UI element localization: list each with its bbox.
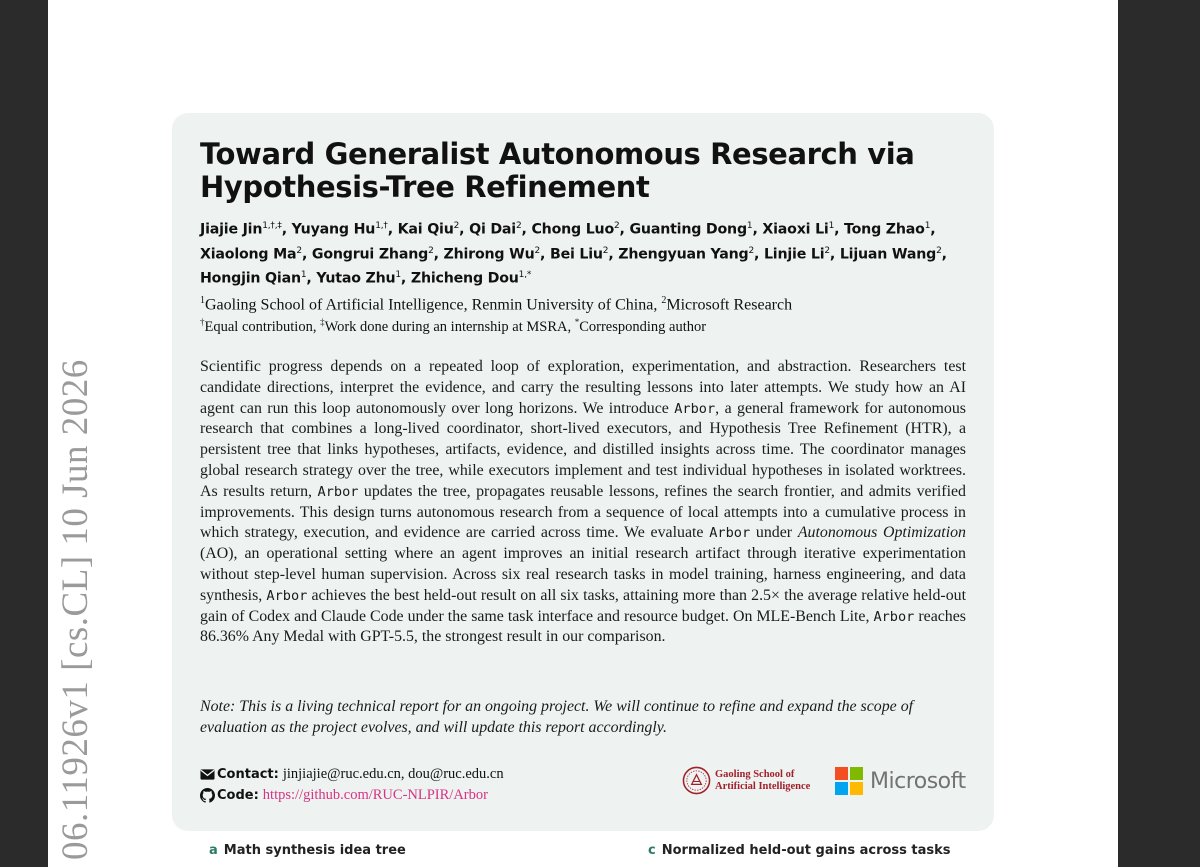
abstract-segment: under: [750, 524, 798, 542]
system-name: Arbor: [266, 587, 308, 604]
gaoling-seal-icon: [682, 766, 711, 795]
paper-title: [200, 138, 960, 204]
code-link[interactable]: https://github.com/RUC-NLPIR/Arbor: [262, 787, 488, 803]
author-name: Yutao Zhu: [316, 271, 396, 288]
author-affiliation-mark: 2: [296, 245, 302, 256]
author-affiliation-mark: 2: [602, 245, 609, 256]
author-name: Linjie Li: [763, 246, 825, 263]
title-line-1: Toward Generalist Autonomous Research via: [200, 137, 915, 171]
code-row: [200, 785, 620, 806]
author-affiliation-mark: 2: [515, 221, 522, 231]
author-affiliation-mark: 1,†: [375, 221, 388, 231]
author-name: Yuyang Hu: [291, 221, 376, 238]
panel-c-title: Normalized held-out gains across tasks: [661, 843, 951, 858]
arxiv-margin: [48, 0, 112, 867]
author-name: Xiaolong Ma: [200, 246, 297, 263]
author-affiliation-mark: 2: [614, 221, 620, 231]
gaoling-logo: [682, 766, 810, 795]
title-line-2: Hypothesis-Tree Refinement: [200, 170, 650, 204]
author-affiliation-mark: 2: [453, 221, 460, 231]
author-name: Gongrui Zhang: [311, 246, 429, 263]
abstract-segment: (AO), an operational setting where an agent improves an initial research artifact through iterative experimentation without step-level human supervision. Across six real research tasks in model training, harness engineering, and data synthesis,: [200, 545, 966, 604]
author-list: Jiajie Jin$^{1,\dagger,\ddagger}$, Yuyang $Hu^{1,\dagger}$, Kai Qiu$^2$, Qi Dai$^2$, Chong Luo$^2$, Guanting Dong$^1$, Xiaoxi Li$^1$, Tong Zhao$^1$, Xiaolong Ma$^2$, Gongrui Zhang$^2$, Zhirong Wu$^2$, Bei Liu$^2$, Zhengyuan Yang$^2$, Linjie Li$^2$, Lijuan Wang$^2$, Hongjin Qian$^1$, Yutao Zhu$^1$, Zhicheng Dou$^{1,*}$: [200, 221, 947, 288]
author-name: Zhengyuan Yang: [618, 246, 749, 263]
github-icon: [200, 788, 215, 803]
contrib-mark-2: ‡: [320, 317, 325, 327]
author-affiliation-mark: 1: [300, 270, 307, 281]
institution-logos: [682, 764, 982, 800]
panel-a-letter: a: [209, 843, 218, 858]
abstract-segment: achieves the best held-out result on all six tasks, attaining more than 2.5× the average relative held-out gain of Codex and Claude Code under the same task interface and resource budget. On MLE-Bench Lite,: [200, 586, 967, 625]
author-name: Qi Dai: [469, 221, 516, 238]
abstract-segment: , a general framework for autonomous research that combines a long-lived coordinator, short-lived executors, and Hypothesis Tree Refinement (HTR), a persistent tree that links hypotheses, artifacts, evidence, and distilled insights across time. The coordinator manages global research strategy over the tree, while executors implement and test individual hypotheses in isolated worktrees. As results return,: [200, 399, 966, 500]
author-affiliation-mark: 1,*: [518, 270, 532, 281]
author-name: Hongjin Qian: [200, 271, 301, 288]
contact-emails[interactable]: jinjiajie@ruc.edu.cn, dou@ruc.edu.cn: [282, 766, 504, 782]
paper-page: [48, 0, 1118, 867]
author-name: Zhirong Wu: [443, 246, 535, 263]
contact-block: [200, 764, 620, 806]
envelope-icon: [200, 767, 215, 782]
contrib-text-1: Equal contribution,: [204, 318, 321, 335]
author-name: Zhicheng Dou: [410, 271, 519, 288]
author-affiliation-mark: 1: [924, 221, 931, 231]
microsoft-squares-icon: [835, 767, 863, 795]
author-name: Bei Liu: [549, 246, 603, 263]
author-name: Guanting Dong: [629, 221, 747, 238]
abstract-segment: Scientific progress depends on a repeated loop of exploration, experimentation, and abstraction. Researchers test candidate directions, interpret the evidence, and carry the resulting lessons into later attempts. We study how an AI agent can run this loop autonomously over long horizons. We introduce: [200, 358, 966, 417]
affiliations: [200, 290, 970, 315]
author-name: Tong Zhao: [844, 221, 925, 238]
system-name: Arbor: [873, 608, 915, 625]
living-report-note: Note: This is a living technical report for an ongoing project. We will continue to refine and expand the scope of evaluation as the project evolves, and will update this report accordingly.: [200, 698, 914, 736]
author-affiliation-mark: 1,†,‡: [262, 221, 282, 231]
system-name: Arbor: [674, 400, 716, 417]
figure-panel-a-label: [209, 843, 406, 858]
author-name: Kai Qiu: [397, 221, 454, 238]
affil-mark-1: 1: [200, 295, 205, 306]
abstract-segment: reaches 86.36% Any Medal with GPT-5.5, the strongest result in our comparison.: [200, 607, 966, 646]
gaoling-line-2: Artificial Intelligence: [715, 780, 811, 792]
affil-inst-1: Gaoling School of Artificial Intelligence, Renmin University of China,: [205, 296, 662, 314]
author-name: Lijuan Wang: [839, 246, 937, 263]
gaoling-line-1: Gaoling School of: [715, 768, 795, 780]
contribution-notes: [200, 313, 970, 336]
author-affiliation-mark: 2: [534, 245, 541, 256]
contact-row: [200, 764, 620, 785]
abstract-text: [200, 357, 966, 648]
panel-c-letter: c: [648, 843, 656, 858]
system-name: Arbor: [317, 483, 359, 500]
affil-inst-2: Microsoft Research: [666, 296, 793, 314]
author-affiliation-mark: 2: [748, 245, 755, 256]
author-affiliation-mark: 1: [746, 221, 753, 231]
author-affiliation-mark: 2: [936, 245, 942, 256]
microsoft-logo: [835, 767, 966, 795]
microsoft-wordmark: Microsoft: [870, 768, 966, 794]
author-affiliation-mark: 1: [828, 221, 835, 231]
author-name: Chong Luo: [531, 221, 614, 238]
author-affiliation-mark: 1: [395, 270, 401, 281]
abstract-segment: updates the tree, propagates reusable lessons, refines the search frontier, and admits verified improvements. This design turns autonomous research from a sequence of local attempts into a cumulative process in which strategy, execution, and evidence are carried across time. We evaluate: [200, 482, 967, 542]
panel-a-title: Math synthesis idea tree: [223, 843, 406, 858]
code-label: Code:: [217, 788, 259, 803]
contrib-mark-1: †: [200, 317, 205, 327]
arxiv-identifier: 06.11926v1 [cs.CL] 10 Jun 2026: [55, 359, 96, 860]
gaoling-wordmark: [715, 769, 810, 793]
author-name: Jiajie Jin: [200, 221, 263, 238]
system-name: Arbor: [709, 525, 751, 542]
contrib-text-2: Work done during an internship at MSRA,: [324, 318, 575, 335]
abstract-segment: Autonomous Optimization: [797, 524, 966, 542]
figure-panel-c-label: [648, 843, 951, 858]
author-affiliation-mark: 2: [428, 245, 434, 256]
contact-label: Contact:: [217, 767, 279, 782]
contrib-text-3: Corresponding author: [579, 318, 707, 335]
author-name: Xiaoxi Li: [762, 221, 829, 238]
affil-mark-2: 2: [661, 295, 667, 306]
contrib-mark-3: *: [574, 317, 580, 327]
author-affiliation-mark: 2: [824, 245, 830, 256]
